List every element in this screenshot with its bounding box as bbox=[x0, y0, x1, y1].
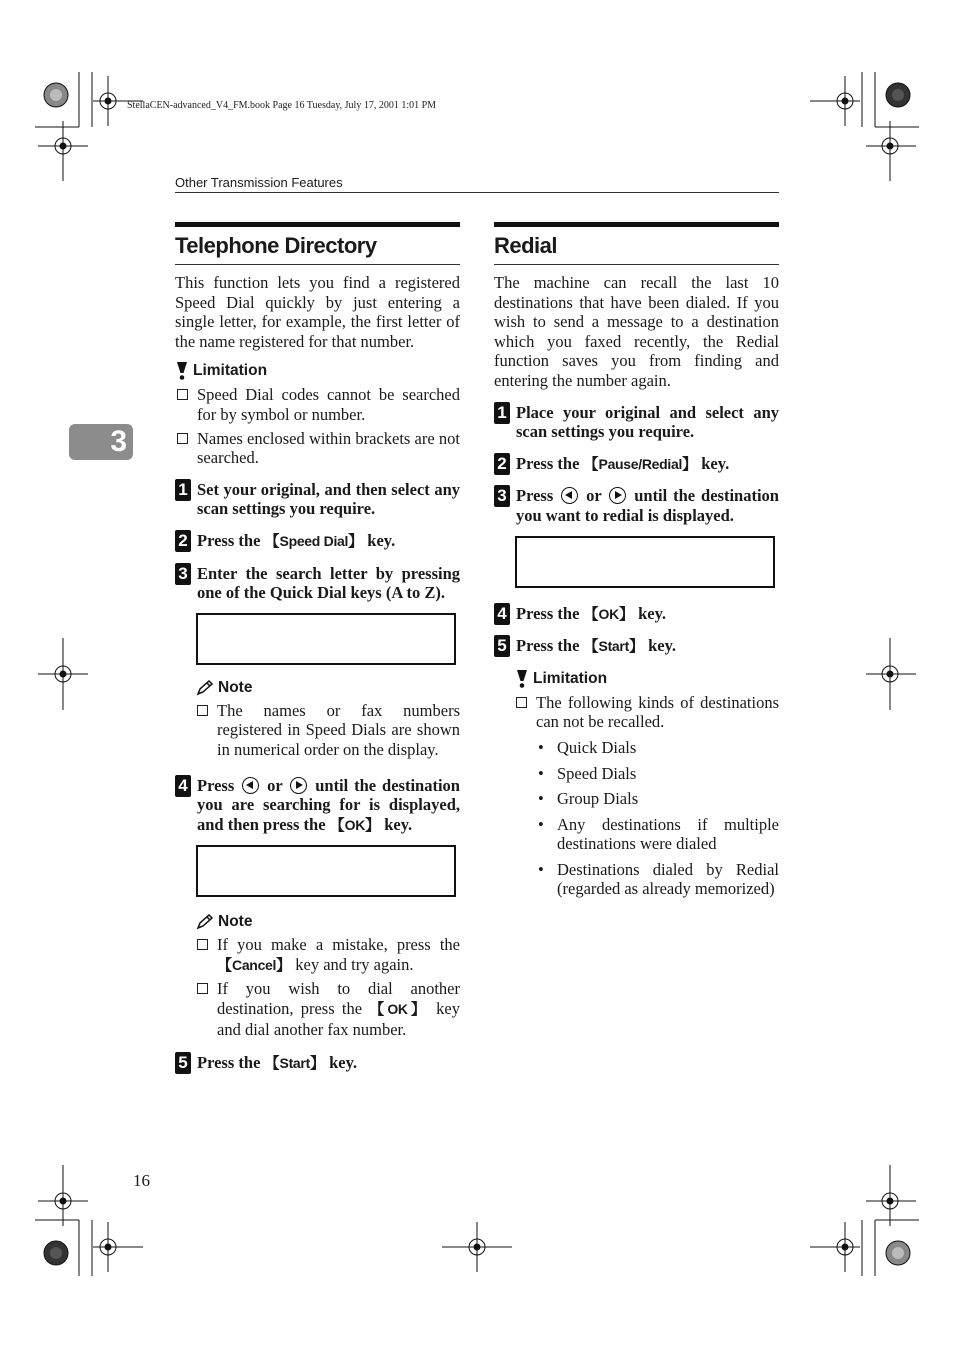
chapter-number: 3 bbox=[110, 425, 127, 458]
checkbox-icon bbox=[197, 939, 208, 950]
file-info: StellaCEN-advanced_V4_FM.book Page 16 Tuesday, July 17, 2001 1:01 PM bbox=[127, 100, 437, 111]
ok-key: OK bbox=[598, 605, 619, 622]
list-item: • Destinations dialed by Redial (regarded as already memorized) bbox=[538, 859, 779, 899]
bullet-icon: • bbox=[538, 859, 544, 879]
step-4: 4 Press or until the destination you are searching for is displayed, and then press the 【OK】 key. bbox=[175, 776, 460, 836]
pencil-icon bbox=[196, 914, 214, 930]
lcd-display-search bbox=[196, 613, 456, 665]
intro-paragraph: This function lets you find a registered Speed Dial quickly by just entering a single letter, for example, the first letter of the name registered for that number. bbox=[175, 273, 460, 351]
telephone-directory-section bbox=[175, 222, 460, 1074]
start-key: Start bbox=[598, 638, 629, 655]
ok-key: OK bbox=[344, 816, 366, 833]
lcd-line bbox=[198, 664, 454, 665]
limitation-item: Speed Dial codes cannot be searched for by symbol or number. bbox=[175, 385, 460, 424]
redial-section bbox=[494, 222, 779, 899]
bullet-icon: • bbox=[538, 789, 544, 809]
step-number: 2 bbox=[175, 530, 191, 552]
step-5: 5 Press the 【Start】 key. bbox=[494, 636, 779, 657]
lcd-display-redial bbox=[515, 536, 775, 588]
step-4: 4 Press the 【OK】 key. bbox=[494, 604, 779, 625]
lcd-line bbox=[517, 587, 773, 588]
step-number: 1 bbox=[175, 479, 191, 501]
left-arrow-icon bbox=[242, 777, 259, 794]
note-list bbox=[175, 701, 460, 760]
step-number: 4 bbox=[494, 603, 510, 625]
cancel-key: Cancel bbox=[232, 956, 277, 973]
exclamation-icon bbox=[175, 361, 189, 381]
section-title: Redial bbox=[494, 227, 779, 265]
exclamation-icon bbox=[515, 669, 529, 689]
running-title: Other Transmission Features bbox=[175, 175, 343, 190]
step-2: 2 Press the 【Speed Dial】 key. bbox=[175, 531, 460, 552]
note-list bbox=[175, 935, 460, 1039]
header-rule bbox=[175, 192, 779, 193]
list-item: • Any destinations if multiple destinations were dialed bbox=[538, 814, 779, 854]
limitation-item: Names enclosed within brackets are not searched. bbox=[175, 429, 460, 468]
note-label: Note bbox=[218, 913, 253, 931]
checkbox-icon bbox=[516, 697, 527, 708]
ok-key: OK bbox=[387, 1001, 408, 1018]
step-number: 3 bbox=[175, 563, 191, 585]
note-item: If you wish to dial another destination, press the 【OK】 key and dial another fax number. bbox=[195, 979, 460, 1039]
step-number: 3 bbox=[494, 485, 510, 507]
note-item: The names or fax numbers registered in Speed Dials are shown in numerical order on the display. bbox=[195, 701, 460, 760]
limitation-label: Limitation bbox=[533, 669, 608, 687]
lcd-line bbox=[198, 896, 454, 897]
list-item: • Group Dials bbox=[538, 789, 639, 809]
bullet-list bbox=[536, 738, 779, 899]
pencil-icon bbox=[196, 680, 214, 696]
note-heading bbox=[196, 679, 460, 697]
step-number: 2 bbox=[494, 453, 510, 475]
step-3: 3 Press or until the destination you want to redial is displayed. bbox=[494, 486, 779, 525]
step-number: 5 bbox=[494, 635, 510, 657]
note-heading bbox=[196, 913, 460, 931]
step-1: 1 Set your original, and then select any scan settings you require. bbox=[175, 480, 460, 519]
checkbox-icon bbox=[177, 433, 188, 444]
limitation-heading bbox=[175, 361, 460, 381]
step-5: 5 Press the 【Start】 key. bbox=[175, 1053, 460, 1074]
intro-paragraph: The machine can recall the last 10 destinations that have been dialed. If you wish to send a message to a destination which you faxed recently, the Redial function saves you from finding and entering the number again. bbox=[494, 273, 779, 390]
limitation-item: The following kinds of destinations can not be recalled. bbox=[514, 693, 779, 732]
bullet-icon: • bbox=[538, 814, 544, 834]
bullet-icon: • bbox=[538, 737, 544, 757]
left-arrow-icon bbox=[561, 487, 578, 504]
note-item: If you make a mistake, press the 【Cancel】 key and try again. bbox=[195, 935, 460, 975]
bullet-icon: • bbox=[538, 763, 544, 783]
step-3: 3 Enter the search letter by pressing one of the Quick Dial keys (A to Z). bbox=[175, 564, 460, 603]
start-key: Start bbox=[279, 1055, 310, 1072]
step-2: 2 Press the 【Pause/Redial】 key. bbox=[494, 454, 779, 475]
chapter-tab bbox=[69, 424, 133, 460]
step-number: 5 bbox=[175, 1052, 191, 1074]
checkbox-icon bbox=[197, 983, 208, 994]
section-title: Telephone Directory bbox=[175, 227, 460, 265]
checkbox-icon bbox=[177, 389, 188, 400]
step-number: 4 bbox=[175, 775, 191, 797]
list-item: • Speed Dials bbox=[538, 763, 637, 783]
right-arrow-icon bbox=[290, 777, 307, 794]
limitation-heading bbox=[515, 669, 779, 689]
page-number: 16 bbox=[133, 1171, 150, 1190]
note-label: Note bbox=[218, 678, 253, 696]
limitation-list bbox=[494, 693, 779, 732]
speed-dial-key: Speed Dial bbox=[279, 532, 349, 549]
pause-redial-key: Pause/Redial bbox=[598, 455, 683, 472]
list-item: • Quick Dials bbox=[538, 737, 637, 757]
step-1: 1 Place your original and select any scan settings you require. bbox=[494, 403, 779, 442]
right-arrow-icon bbox=[609, 487, 626, 504]
step-number: 1 bbox=[494, 402, 510, 424]
checkbox-icon bbox=[197, 705, 208, 716]
limitation-label: Limitation bbox=[193, 362, 268, 380]
lcd-display-directory bbox=[196, 845, 456, 897]
